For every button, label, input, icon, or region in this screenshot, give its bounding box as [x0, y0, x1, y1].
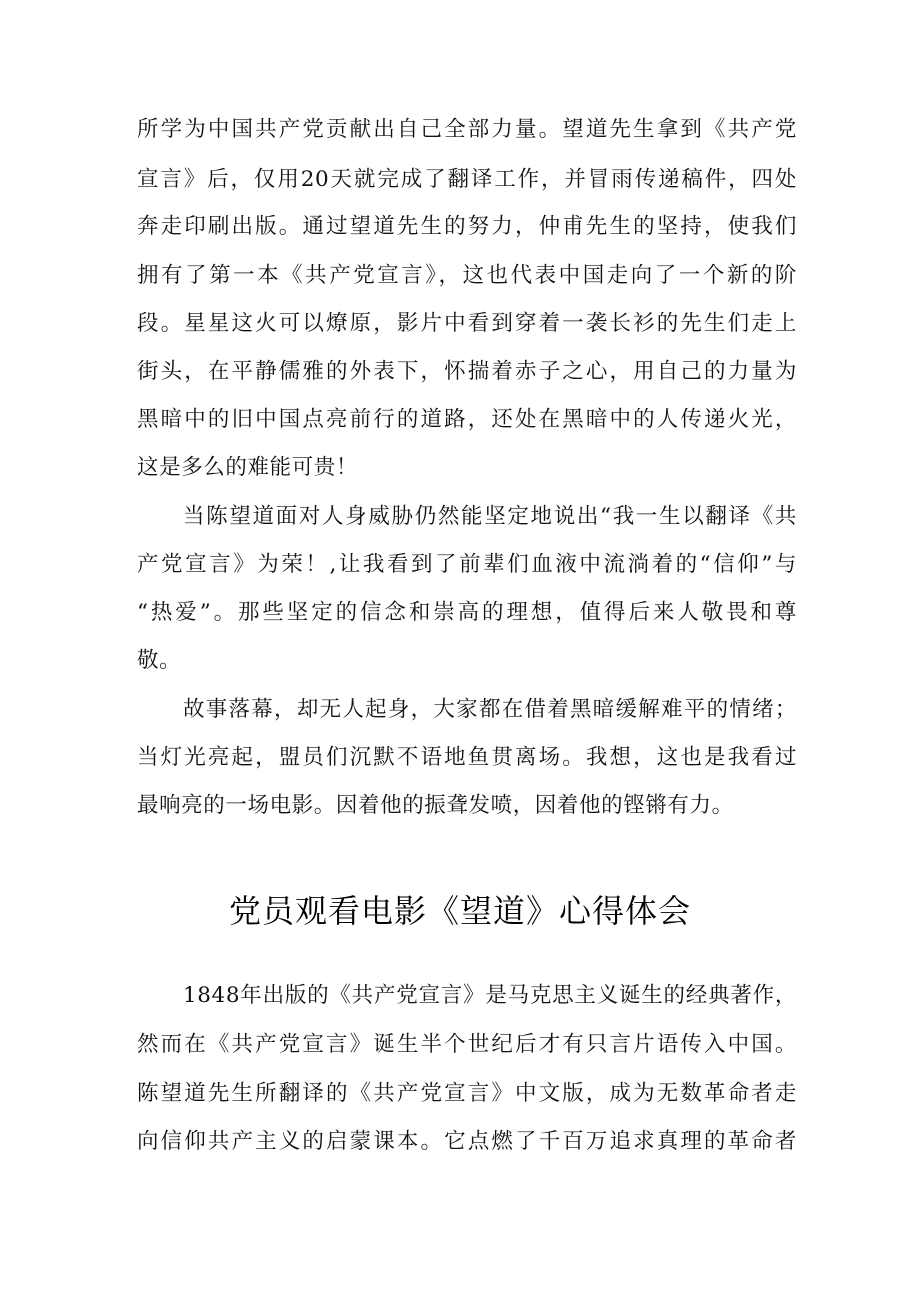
paragraph-line: 产党宣言》为荣！,让我看到了前辈们血液中流淌着的“信仰”与: [137, 552, 797, 577]
paragraph-line: 故事落幕，却无人起身，大家都在借着黑暗缓解难平的情绪；: [183, 697, 797, 722]
paragraph-line: 街头，在平静儒雅的外表下，怀揣着赤子之心，用自己的力量为: [137, 359, 797, 384]
paragraph-line: 当陈望道面对人身威胁仍然能坚定地说出“我一生以翻译《共: [183, 504, 797, 529]
paragraph-line: 1848年出版的《共产党宣言》是马克思主义诞生的经典著作，: [183, 983, 797, 1008]
paragraph-line: 段。星星这火可以燎原，影片中看到穿着一袭长衫的先生们走上: [137, 311, 797, 336]
paragraph-line: 敬。: [137, 648, 182, 673]
paragraph-line: 所学为中国共产党贡献出自己全部力量。望道先生拿到《共产党: [137, 117, 797, 142]
paragraph-line: 当灯光亮起，盟员们沉默不语地鱼贯离场。我想，这也是我看过: [137, 745, 797, 770]
paragraph-line: 这是多么的难能可贵！: [137, 455, 359, 480]
paragraph-line: 陈望道先生所翻译的《共产党宣言》中文版，成为无数革命者走: [137, 1081, 797, 1106]
paragraph-line: “热爱”。那些坚定的信念和崇高的理想，值得后来人敬畏和尊: [137, 600, 797, 625]
paragraph-line: 宣言》后，仅用20天就完成了翻译工作，并冒雨传递稿件，四处: [137, 167, 797, 192]
paragraph-line: 最响亮的一场电影。因着他的振聋发喷，因着他的铿锵有力。: [137, 793, 734, 818]
paragraph-line: 奔走印刷出版。通过望道先生的努力，仲甫先生的坚持，使我们: [137, 214, 797, 239]
section-title: 党员观看电影《望道》心得体会: [228, 892, 691, 930]
paragraph-line: 拥有了第一本《共产党宣言》，这也代表中国走向了一个新的阶: [137, 263, 797, 288]
paragraph-line: 向信仰共产主义的启蒙课本。它点燃了千百万追求真理的革命者: [137, 1129, 797, 1154]
paragraph-line: 黑暗中的旧中国点亮前行的道路，还处在黑暗中的人传递火光，: [137, 407, 797, 432]
paragraph-line: 然而在《共产党宣言》诞生半个世纪后才有只言片语传入中国。: [137, 1032, 797, 1057]
